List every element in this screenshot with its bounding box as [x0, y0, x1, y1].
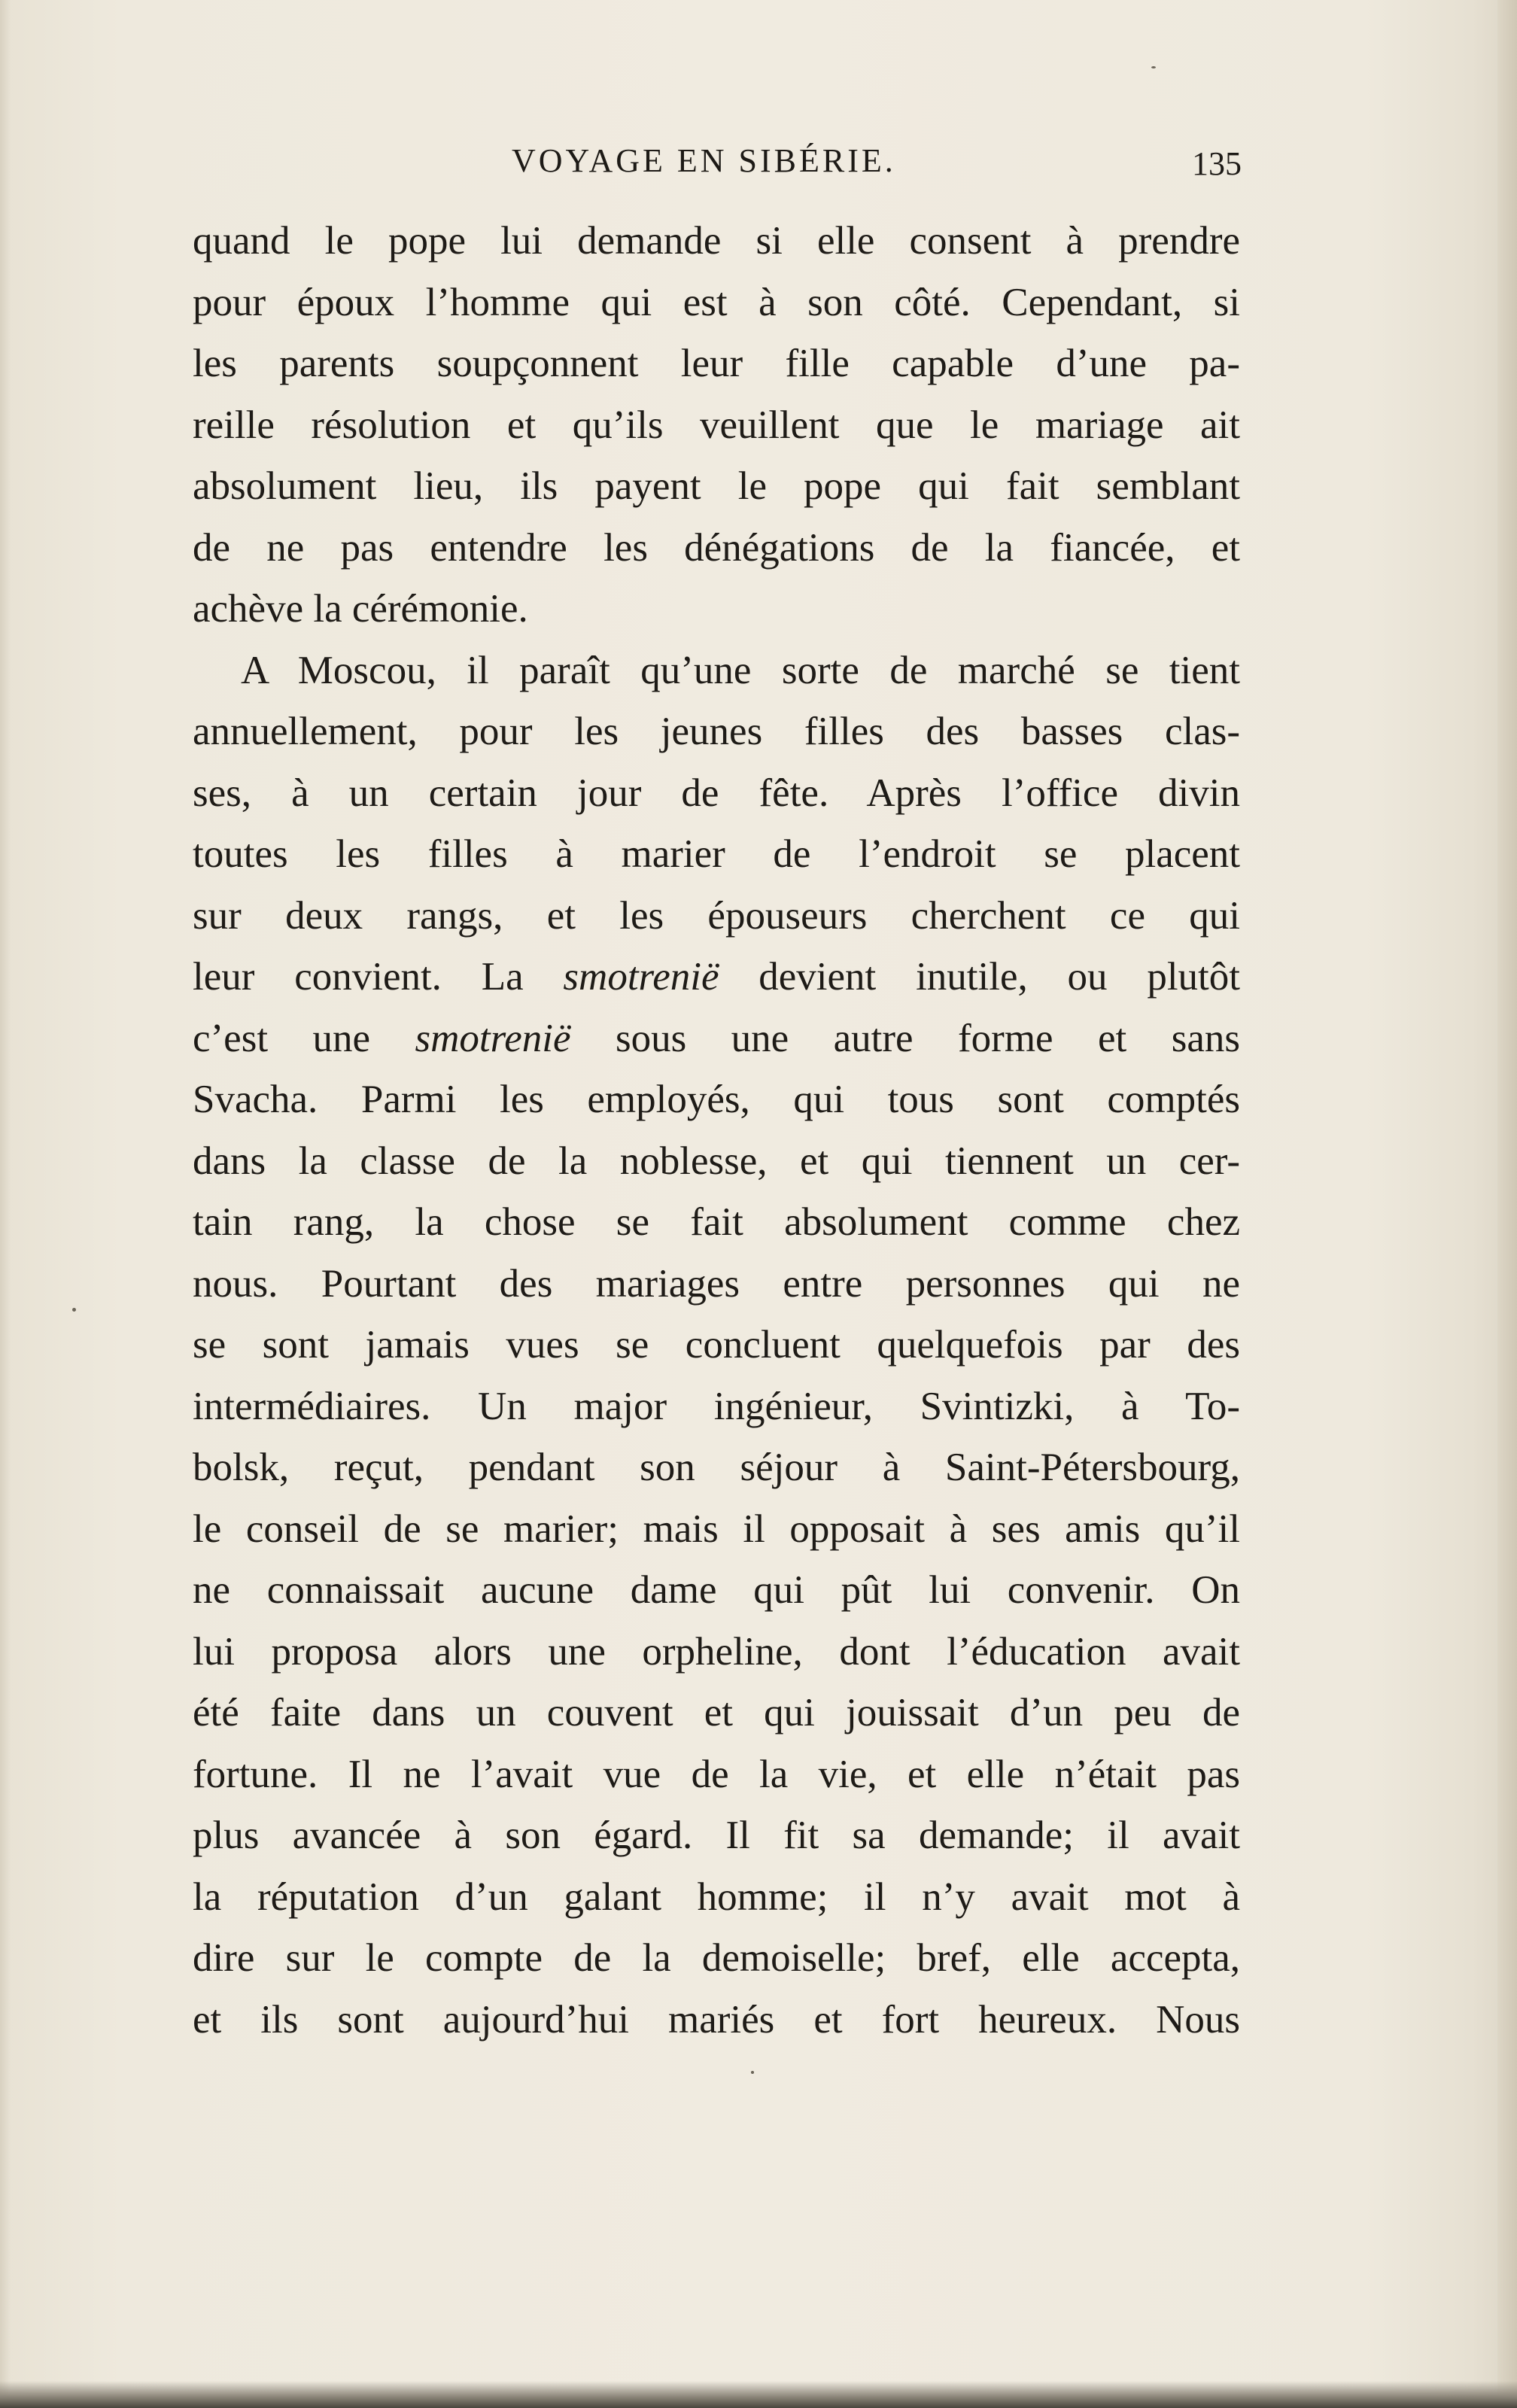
running-header: [196, 141, 1242, 187]
text-line: toutes les filles à marier de l’endroit se placent: [193, 832, 1240, 876]
paper-speck: [751, 2071, 754, 2074]
paragraph-start-line: A Moscou, il paraît qu’une sorte de marché se tient: [241, 648, 1240, 692]
text-line: nous. Pourtant des mariages entre personnes qui ne: [193, 1261, 1240, 1306]
text-line: bolsk, reçut, pendant son séjour à Saint-Pétersbourg,: [193, 1446, 1240, 1489]
text-line: absolument lieu, ils payent le pope qui fait semblant: [193, 464, 1240, 508]
paper-speck: [72, 1308, 76, 1312]
text-line: ne connaissait aucune dame qui pût lui convenir. On: [193, 1568, 1240, 1612]
text-line: intermédiaires. Un major ingénieur, Svintizki, à To-: [193, 1384, 1240, 1428]
text-line: annuellement, pour les jeunes filles des basses clas-: [193, 710, 1240, 753]
paragraph-end-line: achève la cérémonie.: [193, 587, 528, 631]
text-line: tain rang, la chose se fait absolument comme chez: [193, 1200, 1240, 1244]
page-number: 135: [1192, 145, 1242, 182]
text-line: Svacha. Parmi les employés, qui tous sont comptés: [193, 1078, 1240, 1121]
text-line: de ne pas entendre les dénégations de la fiancée, et: [193, 525, 1240, 570]
running-title: VOYAGE EN SIBÉRIE.: [512, 142, 896, 179]
text-line: se sont jamais vues se concluent quelquefois par des: [193, 1323, 1240, 1367]
text-line-with-italic: [193, 1008, 1240, 1070]
page-edge: [1497, 0, 1517, 2408]
text-line: quand le pope lui demande si elle consent à prendre: [193, 219, 1240, 263]
text-line: dire sur le compte de la demoiselle; bref, elle accepta,: [193, 1936, 1240, 1980]
page-gutter: [0, 0, 11, 2408]
line-text: sous une autre forme et sans: [570, 1016, 1240, 1060]
page-bottom-shadow: [0, 2381, 1517, 2408]
paper-speck: [1151, 66, 1156, 68]
body-text: [193, 211, 1240, 2051]
text-line: fortune. Il ne l’avait vue de la vie, et elle n’était pas: [193, 1752, 1240, 1796]
line-text: devient inutile, ou plutôt: [719, 955, 1240, 999]
text-line: dans la classe de la noblesse, et qui tiennent un cer-: [193, 1139, 1240, 1183]
line-text: c’est une: [193, 1016, 415, 1060]
text-line: reille résolution et qu’ils veuillent que le mariage ait: [193, 403, 1240, 447]
text-line: ses, à un certain jour de fête. Après l’office divin: [193, 771, 1240, 815]
text-line: les parents soupçonnent leur fille capable d’une pa-: [193, 342, 1240, 385]
line-text: leur convient. La: [193, 955, 564, 999]
text-line: été faite dans un couvent et qui jouissait d’un peu de: [193, 1691, 1240, 1735]
text-line: sur deux rangs, et les épouseurs cherchent ce qui: [193, 893, 1240, 938]
text-line: pour époux l’homme qui est à son côté. Cependant, si: [193, 280, 1240, 324]
text-line: la réputation d’un galant homme; il n’y avait mot à: [193, 1874, 1240, 1919]
text-line: plus avancée à son égard. Il fit sa demande; il avait: [193, 1814, 1240, 1857]
italic-term: smotrenië: [415, 1016, 571, 1060]
italic-term: smotrenië: [563, 955, 719, 999]
text-line: et ils sont aujourd’hui mariés et fort heureux. Nous: [193, 1997, 1240, 2042]
text-line: le conseil de se marier; mais il opposait à ses amis qu’il: [193, 1507, 1240, 1551]
text-line: lui proposa alors une orpheline, dont l’éducation avait: [193, 1629, 1240, 1674]
text-line-with-italic: [193, 947, 1240, 1008]
